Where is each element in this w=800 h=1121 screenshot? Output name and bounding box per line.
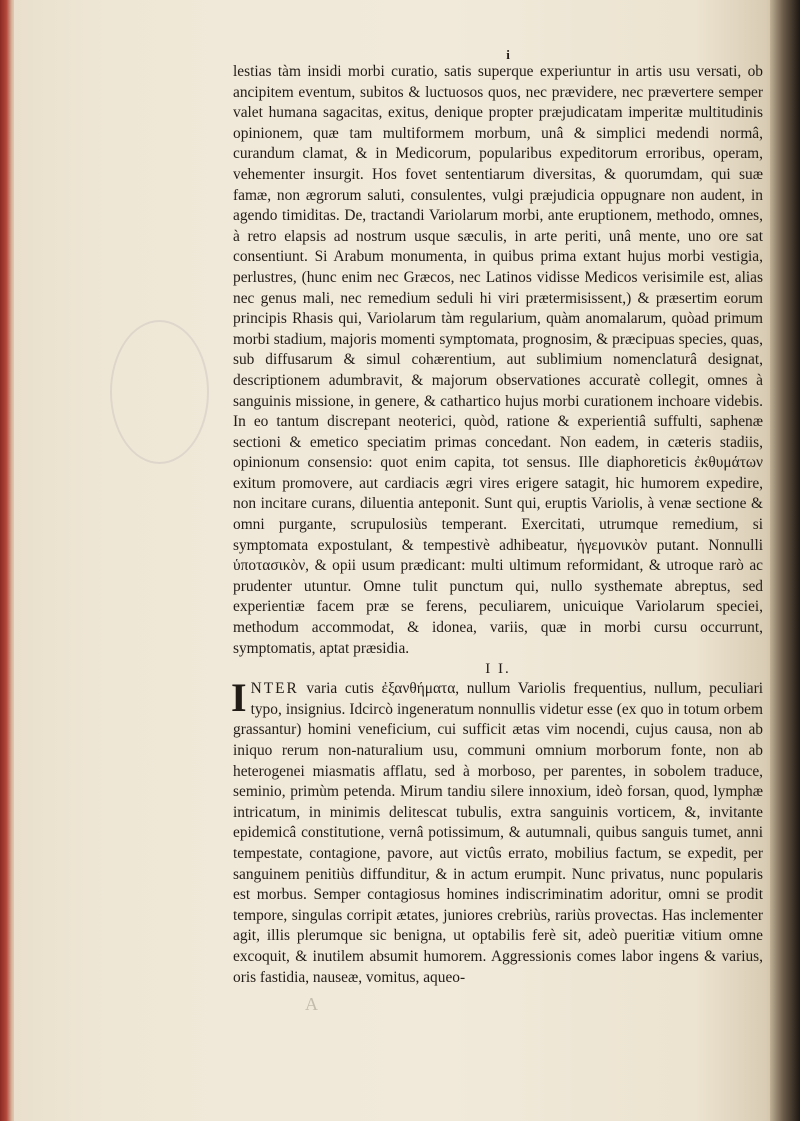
paragraph-two [231, 675, 763, 988]
faded-library-stamp [110, 320, 209, 464]
page-gutter-shadow [770, 0, 800, 1121]
main-text-block [233, 48, 763, 988]
faint-bleedthrough-mark: A [305, 994, 318, 1014]
initial-word-rest: NTER [250, 680, 299, 698]
section-numeral: I I. [485, 661, 511, 678]
paragraph-one: lestias tàm insidi morbi curatio, satis superque experiuntur in artis usu versati, ob ancipitem eventum, subitos & luctuosos quos, nec prævidere, nec prævertere semper valet humana sagacitas, exitus, denique propter præjudicatam imperitæ multitudinis opinionem, quæ tam multiformem morbum, unâ & simplici medendi normâ, curandum clamat, & in Medicorum, popularibus expeditorum erroribus, operam, vehementer insurgit. Hos fovet sententiarum diversitas, & quorumdam, qui suæ famæ, non ægrorum saluti, consulentes, vulgi præjudicia oppugnare non audent, in agendo timiditas. De, tractandi Variolarum morbi, ante eruptionem, methodo, omnes, à retro elapsis ad nostrum usque sæculis, in arte periti, unâ mente, uno ore sat consentiunt. Si Arabum monumenta, in quibus prima extant hujus morbi vestigia, perlustres, (hunc enim nec Græcos, nec Latinos vidisse Medicos verisimile est, alias nec genus mali, nec remedium seduli hi viri prætermisissent,) & præsertim eorum principis Rhasis qui, Variolarum tàm regularium, quàm anomalarum, quòad primum morbi stadium, majoris momenti symptomata, prognosim, & præcipuas species, quas, sub diffusarum & simul cohærentium, aut sublimium nomenclaturâ designat, descriptionem adumbravit, & majorum observationes accuratè collegit, omnes à sanguinis missione, in genere, & cathartico hujus morbi curationem inchoare videbis. In eo tantum discrepant neoterici, quòd, ratione & experientiâ suffulti, saphenæ sectioni & emetico speciatim primas concedant. Non eadem, in cæteris stadiis, opinionum consensio: quot enim capita, tot sensus. Ille diaphoreticis ἐκθυμάτων exitum promovere, aut cardiacis ægri vires erigere satagit, hic humorem expedire, non incitare curans, diluentia anteponit. Sunt qui, eruptis Variolis, à venæ sectione & omni purgante, scrupulosiùs temperant. Exercitati, utrumque remedium, si symptomata expostulant, & tempestivè adhibeatur, ἡγεμονικὸν putant. Nonnulli ὑποτασικὸν, & opii usum prædicant: multi ultimum reformidant, & utroque rarò ac prudenter utuntur. Omne tulit punctum qui, nullo systhemate abreptus, sed experientiæ facem præ se ferens, peculiarem, unicuique Variolarum speciei, methodum accommodat, & idonea, variis, quæ in morbi cursu occurrunt, symptomatis, aptat præsidia. [233, 63, 763, 657]
paragraph-two-text: varia cutis ἐξανθήματα, nullum Variolis frequentius, nullum, peculiari typo, insignius. Idcircò ingeneratum nonnullis videtur esse (ex quo in totum orbem grassantur) homini veneficium, cui sufficit ætas vim nocendi, cujus causa, non ab iniquo rerum non-naturalium usu, communi omnium morborum fonte, non ab heterogenei miasmatis afflatu, sed à morboso, per parentes, in sobolem traduce, seminio, primùm petenda. Mirum tandiu silere innoxium, ideò forsan, quod, lymphæ intricatum, in minimis delitescat tubulis, extra sanguinis vorticem, &, invitante epidemicâ constitutione, vernâ potissimum, & autumnali, quibus sanguis tumet, anni tempestate, contagione, pavore, aut victûs errato, mobilius factum, se expedit, per sanguinem penitiùs diffunditur, & in actum erumpit. Nunc privatus, nunc popularis est morbus. Semper contagiosus homines indiscriminatim adoritur, omni se prodit tempore, singulas corripit ætates, juniores crebriùs, rariùs provectas. Has inclementer agit, illis plerumque sic benigna, ut optabilis ferè sit, adeò pueritiæ vitium omne excoquit, & inutilem absumit humorem. Aggressionis comes labor ingens & varius, oris fastidia, nauseæ, vomitus, aqueo- [233, 680, 763, 986]
folio-number: i [506, 47, 510, 62]
drop-cap-initial: I [231, 675, 247, 721]
